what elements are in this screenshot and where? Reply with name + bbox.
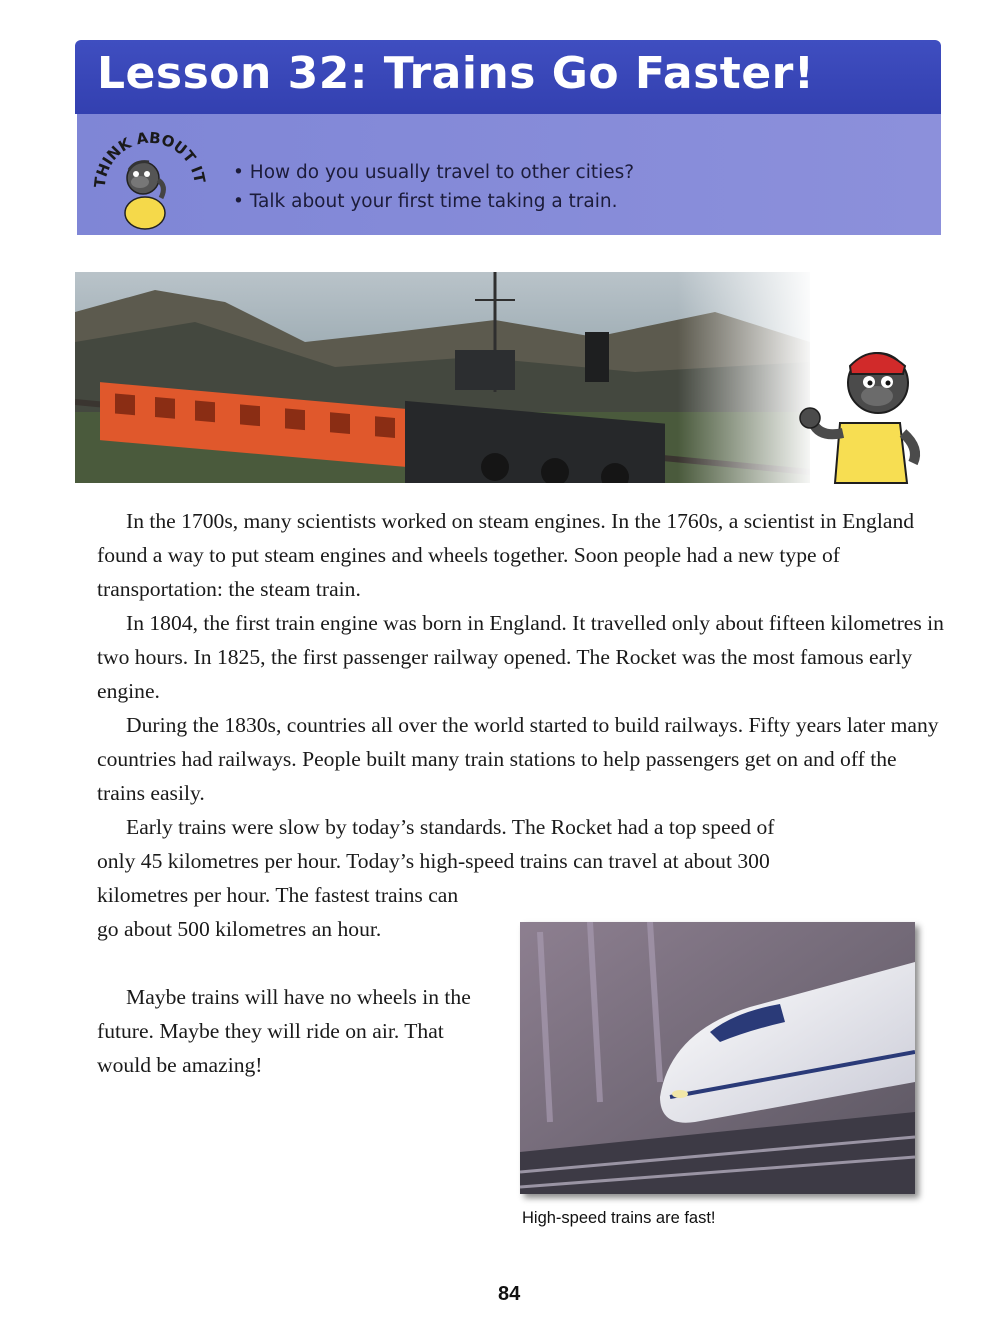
paragraph-4-line-1: Early trains were slow by today’s standards. The Rocket had a top speed of	[126, 815, 775, 839]
steam-train-photo	[75, 272, 810, 483]
paragraph-1: In the 1700s, many scientists worked on steam engines. In the 1760s, a scientist in England found a way to put steam engines and wheels together. Soon people had a new type of transportation: the steam train.	[97, 509, 915, 601]
photo-caption: High-speed trains are fast!	[522, 1209, 716, 1227]
think-about-it-label: THINK ABOUT IT	[90, 128, 209, 189]
high-speed-train-photo	[520, 922, 915, 1194]
question-1: • How do you usually travel to other cities?	[233, 162, 635, 183]
reading-passage	[97, 504, 947, 878]
paragraph-4-line-2: only 45 kilometres per hour. Today’s high-speed trains can travel at about 300	[97, 849, 770, 873]
lesson-title-bar	[75, 40, 941, 114]
think-about-it-questions	[233, 158, 634, 216]
paragraph-2: In 1804, the first train engine was born in England. It travelled only about fifteen kilometres in two hours. In 1825, the first passenger railway opened. The Rocket was the most famous early engine.	[97, 611, 944, 703]
paragraph-5: Maybe trains will have no wheels in the future. Maybe they will ride on air. That would be amazing!	[97, 985, 471, 1077]
page-number: 84	[498, 1283, 521, 1305]
thinking-mascot-icon	[83, 120, 213, 232]
paragraph-4-continued: kilometres per hour. The fastest trains can go about 500 kilometres an hour.	[97, 883, 459, 941]
think-about-it-box	[77, 114, 941, 235]
paragraph-3: During the 1830s, countries all over the world started to build railways. Fifty years later many countries had railways. People built many train stations to help passengers get on and off the trains easily.	[97, 713, 939, 805]
lesson-title: Lesson 32: Trains Go Faster!	[97, 48, 815, 99]
waving-mascot-icon	[795, 338, 945, 488]
question-2: • Talk about your first time taking a train.	[233, 191, 618, 212]
